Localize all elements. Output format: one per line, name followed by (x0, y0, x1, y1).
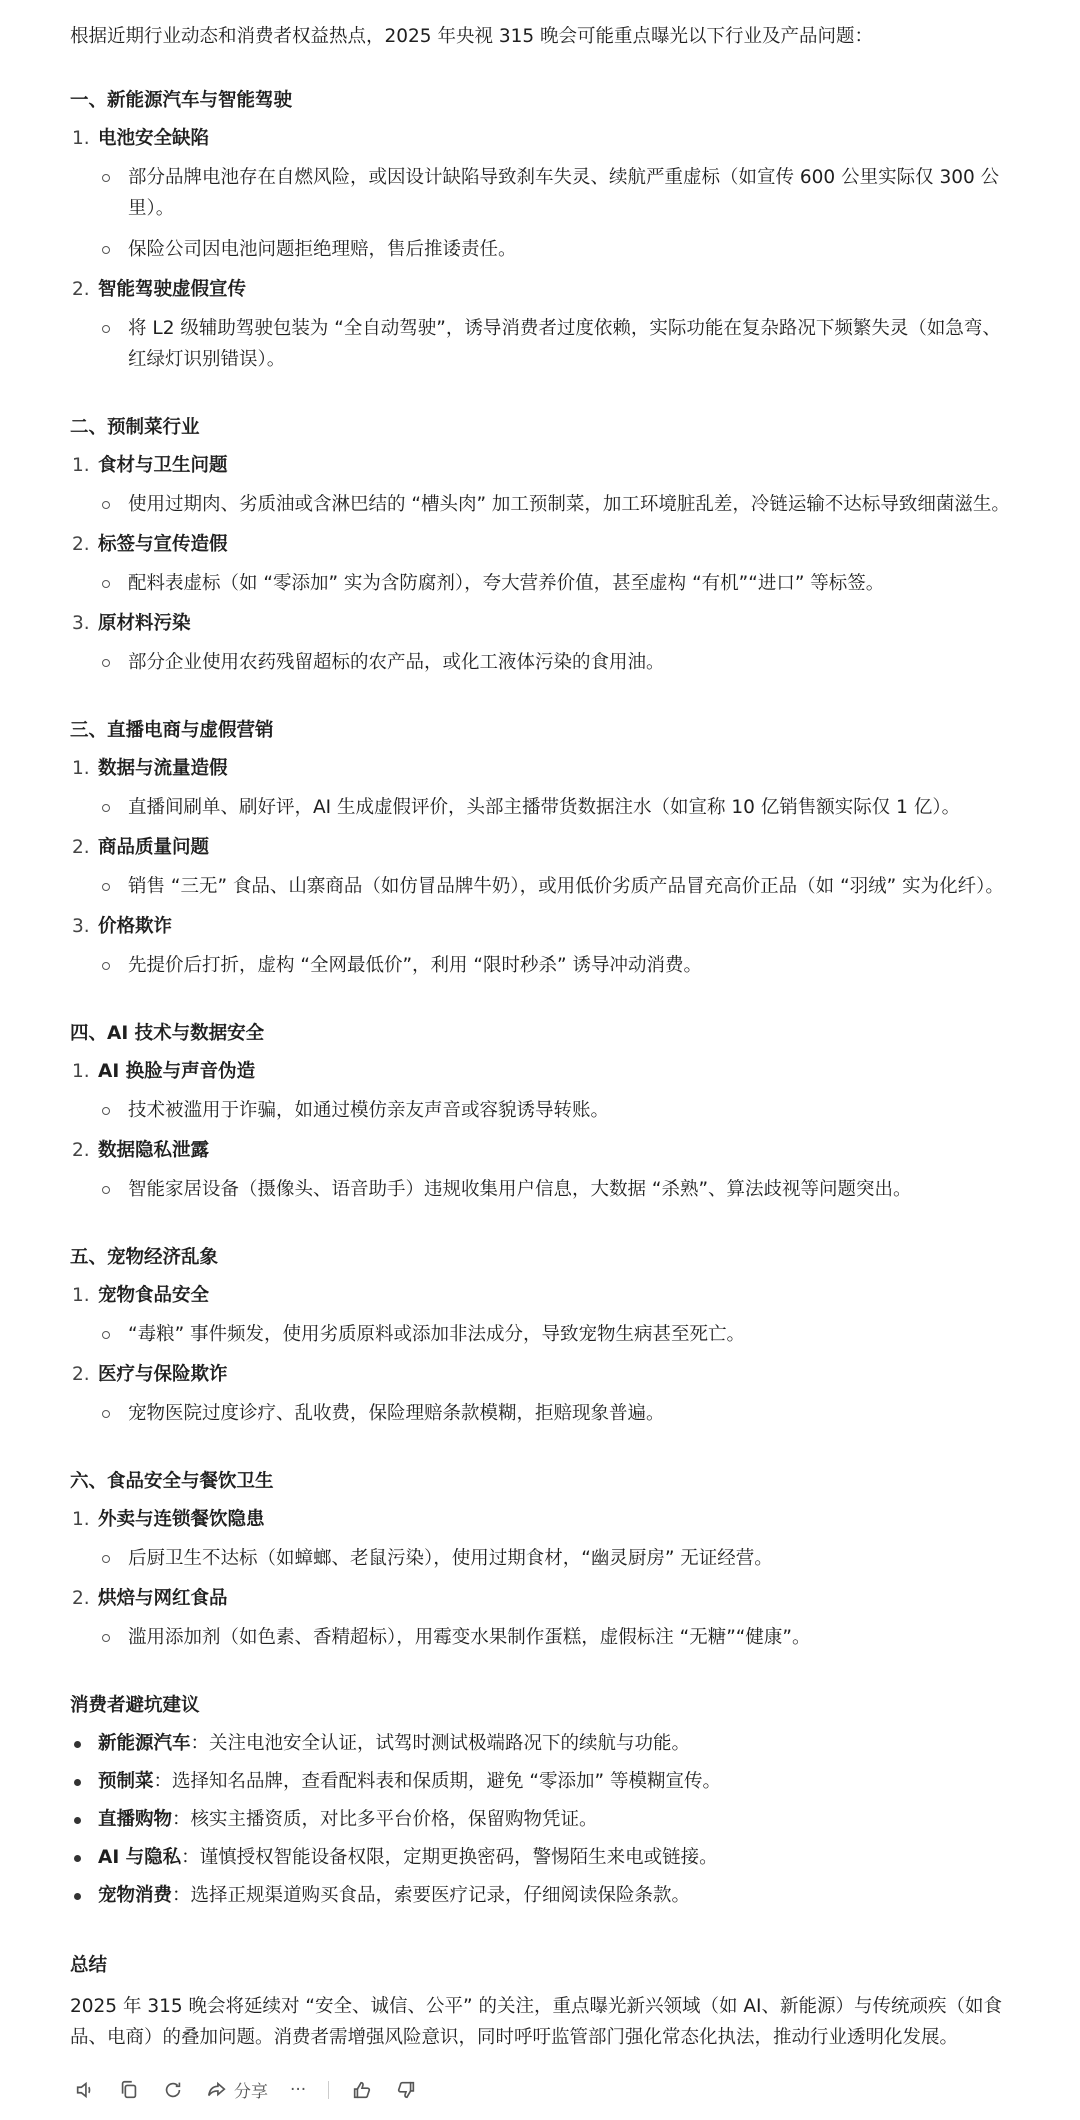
list-item-number: 3. (72, 916, 90, 937)
list-item-number: 2. (72, 534, 90, 555)
section (70, 716, 1020, 981)
advice-text: ：选择知名品牌，查看配料表和保质期，避免 “零添加” 等模糊宣传。 (153, 1771, 721, 1792)
list-item-number: 2. (72, 837, 90, 858)
list-item-heading (70, 530, 1020, 560)
sub-bullet: 先提价后打折，虚构 “全网最低价”，利用 “限时秒杀” 诱导冲动消费。 (70, 950, 1020, 981)
share-label: 分享 (234, 2082, 268, 2102)
section-title: 三、直播电商与虚假营销 (70, 720, 274, 741)
summary-text: 2025 年 315 晚会将延续对 “安全、诚信、公平” 的关注，重点曝光新兴领域（如 AI、新能源）与传统顽疾（如食品、电商）的叠加问题。消费者需增强风险意识，同时呼吁监管部门强化常态化执法，推动行业透明化发展。 (70, 1996, 1002, 2048)
list-item-number: 2. (72, 1588, 90, 1609)
advice-item (70, 1729, 1020, 1759)
list-item-heading (70, 609, 1020, 639)
speaker-button[interactable] (74, 2079, 96, 2101)
list-item-heading (70, 1360, 1020, 1390)
advice-key: 宠物消费 (98, 1885, 173, 1906)
sub-bullet: 销售 “三无” 食品、山寨商品（如仿冒品牌牛奶），或用低价劣质产品冒充高价正品（如 “羽绒” 实为化纤）。 (70, 871, 1020, 902)
list-item-title: 标签与宣传造假 (98, 534, 228, 555)
summary-title: 总结 (70, 1955, 108, 1976)
sub-bullet: 保险公司因电池问题拒绝理赔，售后推诿责任。 (70, 234, 1020, 265)
section-title: 四、AI 技术与数据安全 (70, 1023, 265, 1044)
list-item-number: 1. (72, 1509, 90, 1530)
advice-key: 预制菜 (98, 1771, 154, 1792)
thumbs-down-icon (395, 2079, 417, 2101)
sub-bullet: 直播间刷单、刷好评，AI 生成虚假评价，头部主播带货数据注水（如宣称 10 亿销售额实际仅 1 亿）。 (70, 792, 1020, 823)
advice-text: ：关注电池安全认证，试驾时测试极端路况下的续航与功能。 (190, 1733, 691, 1754)
share-button[interactable] (206, 2077, 268, 2102)
section-title: 六、食品安全与餐饮卫生 (70, 1471, 274, 1492)
list-item-heading (70, 1057, 1020, 1087)
advice-text: ：谨慎授权智能设备权限，定期更换密码，警惕陌生来电或链接。 (181, 1847, 718, 1868)
list-item-heading (70, 1136, 1020, 1166)
list-item-heading (70, 124, 1020, 154)
section (70, 1467, 1020, 1653)
list-item-title: 数据与流量造假 (98, 758, 228, 779)
more-icon: ··· (290, 2079, 307, 2100)
list-item-number: 1. (72, 455, 90, 476)
sub-bullet: 宠物医院过度诊疗、乱收费，保险理赔条款模糊，拒赔现象普遍。 (70, 1398, 1020, 1429)
more-button[interactable] (290, 2080, 306, 2100)
advice-text: ：核实主播资质，对比多平台价格，保留购物凭证。 (172, 1809, 598, 1830)
list-item-heading (70, 1281, 1020, 1311)
sub-bullet: 后厨卫生不达标（如蟑螂、老鼠污染），使用过期食材，“幽灵厨房” 无证经营。 (70, 1543, 1020, 1574)
list-item-title: 医疗与保险欺诈 (98, 1364, 228, 1385)
advice-item (70, 1881, 1020, 1911)
list-item-title: 电池安全缺陷 (98, 128, 210, 149)
list-item-number: 2. (72, 1140, 90, 1161)
thumbs-up-icon (351, 2079, 373, 2101)
intro-text: 根据近期行业动态和消费者权益热点，2025 年央视 315 晚会可能重点曝光以下行业及产品问题： (70, 26, 874, 47)
list-item-title: 宠物食品安全 (98, 1285, 210, 1306)
sub-bullet: 使用过期肉、劣质油或含淋巴结的 “槽头肉” 加工预制菜，加工环境脏乱差，冷链运输不达标导致细菌滋生。 (70, 489, 1020, 520)
advice-key: 新能源汽车 (98, 1733, 191, 1754)
copy-icon (118, 2079, 140, 2101)
list-item-title: AI 换脸与声音伪造 (98, 1061, 256, 1082)
regenerate-button[interactable] (162, 2079, 184, 2101)
advice-item (70, 1843, 1020, 1873)
list-item-heading (70, 833, 1020, 863)
advice-title: 消费者避坑建议 (70, 1695, 200, 1716)
section (70, 86, 1020, 375)
sections-container (70, 86, 1020, 1653)
dislike-button[interactable] (395, 2079, 417, 2101)
advice-item (70, 1805, 1020, 1835)
list-item-heading (70, 1505, 1020, 1535)
sub-bullet: 技术被滥用于诈骗，如通过模仿亲友声音或容貌诱导转账。 (70, 1095, 1020, 1126)
list-item-heading (70, 275, 1020, 305)
list-item-title: 数据隐私泄露 (98, 1140, 210, 1161)
list-item-title: 烘焙与网红食品 (98, 1588, 228, 1609)
section-title: 五、宠物经济乱象 (70, 1247, 219, 1268)
advice-text: ：选择正规渠道购买食品，索要医疗记录，仔细阅读保险条款。 (172, 1885, 691, 1906)
sub-bullet: 部分企业使用农药残留超标的农产品，或化工液体污染的食用油。 (70, 647, 1020, 678)
section (70, 413, 1020, 678)
list-item-number: 1. (72, 128, 90, 149)
list-item-heading (70, 912, 1020, 942)
speaker-icon (74, 2079, 96, 2101)
list-item-number: 3. (72, 613, 90, 634)
sub-bullet: 部分品牌电池存在自燃风险，或因设计缺陷导致刹车失灵、续航严重虚标（如宣传 600 公里实际仅 300 公里）。 (70, 162, 1020, 224)
section (70, 1243, 1020, 1429)
list-item-number: 1. (72, 1061, 90, 1082)
copy-button[interactable] (118, 2079, 140, 2101)
advice-list (70, 1729, 1020, 1911)
list-item-title: 商品质量问题 (98, 837, 210, 858)
sub-bullet: 智能家居设备（摄像头、语音助手）违规收集用户信息，大数据 “杀熟”、算法歧视等问题突出。 (70, 1174, 1020, 1205)
list-item-number: 2. (72, 279, 90, 300)
list-item-title: 智能驾驶虚假宣传 (98, 279, 247, 300)
list-item-title: 原材料污染 (98, 613, 191, 634)
message-toolbar (74, 2077, 1020, 2102)
list-item-number: 1. (72, 758, 90, 779)
advice-key: 直播购物 (98, 1809, 173, 1830)
sub-bullet: 滥用添加剂（如色素、香精超标），用霉变水果制作蛋糕，虚假标注 “无糖”“健康”。 (70, 1622, 1020, 1653)
list-item-number: 2. (72, 1364, 90, 1385)
list-item-title: 食材与卫生问题 (98, 455, 228, 476)
sub-bullet: “毒粮” 事件频发，使用劣质原料或添加非法成分，导致宠物生病甚至死亡。 (70, 1319, 1020, 1350)
sub-bullet: 将 L2 级辅助驾驶包装为 “全自动驾驶”，诱导消费者过度依赖，实际功能在复杂路况下频繁失灵（如急弯、红绿灯识别错误）。 (70, 313, 1020, 375)
share-icon (206, 2079, 228, 2101)
list-item-title: 价格欺诈 (98, 916, 173, 937)
section-title: 二、预制菜行业 (70, 417, 200, 438)
like-button[interactable] (351, 2079, 373, 2101)
list-item-heading (70, 451, 1020, 481)
section (70, 1019, 1020, 1205)
list-item-heading (70, 1584, 1020, 1614)
advice-item (70, 1767, 1020, 1797)
sub-bullet: 配料表虚标（如 “零添加” 实为含防腐剂），夸大营养价值，甚至虚构 “有机”“进口” 等标签。 (70, 568, 1020, 599)
toolbar-divider (328, 2081, 329, 2099)
list-item-number: 1. (72, 1285, 90, 1306)
refresh-icon (162, 2079, 184, 2101)
list-item-heading (70, 754, 1020, 784)
list-item-title: 外卖与连锁餐饮隐患 (98, 1509, 265, 1530)
advice-key: AI 与隐私 (98, 1847, 182, 1868)
section-title: 一、新能源汽车与智能驾驶 (70, 90, 293, 111)
